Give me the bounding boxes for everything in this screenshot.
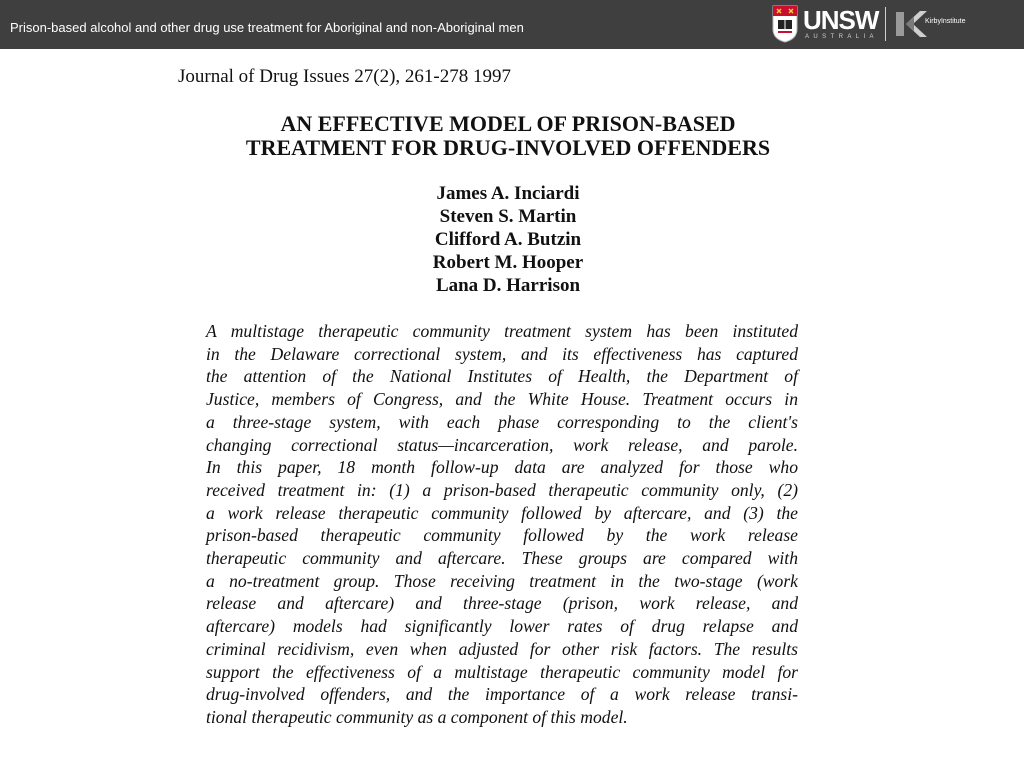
unsw-logo-subtext: AUSTRALIA	[805, 34, 878, 40]
author-name: James A. Inciardi	[436, 183, 580, 204]
abstract-line: received treatment in: (1) a prison-based therapeutic community only, (2)	[206, 479, 798, 500]
author-list	[378, 182, 638, 297]
paper-title-line: AN EFFECTIVE MODEL OF PRISON-BASED	[280, 111, 736, 136]
abstract-line: Justice, members of Congress, and the White House. Treatment occurs in	[206, 389, 798, 410]
abstract-line: therapeutic community and aftercare. These groups are compared with	[206, 548, 798, 569]
abstract-line: a work release therapeutic community followed by aftercare, and (3) the	[206, 502, 798, 523]
kirby-logo-text: KirbyInstitute	[925, 18, 966, 25]
paper-title-line: TREATMENT FOR DRUG-INVOLVED OFFENDERS	[245, 135, 771, 160]
abstract-line: In this paper, 18 month follow-up data are analyzed for those who	[206, 457, 798, 478]
abstract-line: a no-treatment group. Those receiving treatment in the two-stage (work	[206, 570, 798, 591]
unsw-crest-icon	[772, 5, 798, 43]
kirby-institute-logo-icon	[894, 8, 928, 40]
author-name: Clifford A. Butzin	[434, 229, 582, 250]
abstract-line: release and aftercare) and three-stage (prison, work release, and	[206, 593, 798, 614]
abstract-line: aftercare) models had significantly lower rates of drug relapse and	[206, 616, 798, 637]
abstract-line: tional therapeutic community as a component of this model.	[206, 706, 628, 727]
abstract-line: prison-based therapeutic community followed by the work release	[206, 525, 798, 546]
paper-title	[178, 112, 838, 160]
abstract-line: changing correctional status—incarceration, work release, and parole.	[206, 434, 798, 455]
abstract-line: support the effectiveness of a multistage therapeutic community model for	[206, 661, 798, 682]
abstract-line: criminal recidivism, even when adjusted for other risk factors. The results	[206, 638, 798, 659]
abstract-line: drug-involved offenders, and the importance of a work release transi-	[206, 684, 798, 705]
header-bar	[0, 0, 1024, 49]
unsw-logo-text: UNSW	[803, 5, 879, 35]
abstract	[206, 320, 798, 729]
author-name: Robert M. Hooper	[432, 252, 584, 273]
author-name: Steven S. Martin	[439, 206, 577, 227]
journal-citation: Journal of Drug Issues 27(2), 261-278 1997	[178, 66, 511, 87]
author-name: Lana D. Harrison	[435, 275, 581, 296]
abstract-line: A multistage therapeutic community treatment system has been instituted	[206, 321, 798, 341]
abstract-line: a three-stage system, with each phase corresponding to the client's	[206, 411, 798, 432]
logo-divider	[885, 7, 886, 41]
abstract-line: the attention of the National Institutes of Health, the Department of	[206, 366, 798, 387]
slide-title: Prison-based alcohol and other drug use treatment for Aboriginal and non-Aboriginal men	[10, 20, 524, 35]
abstract-line: in the Delaware correctional system, and its effectiveness has captured	[206, 343, 798, 364]
